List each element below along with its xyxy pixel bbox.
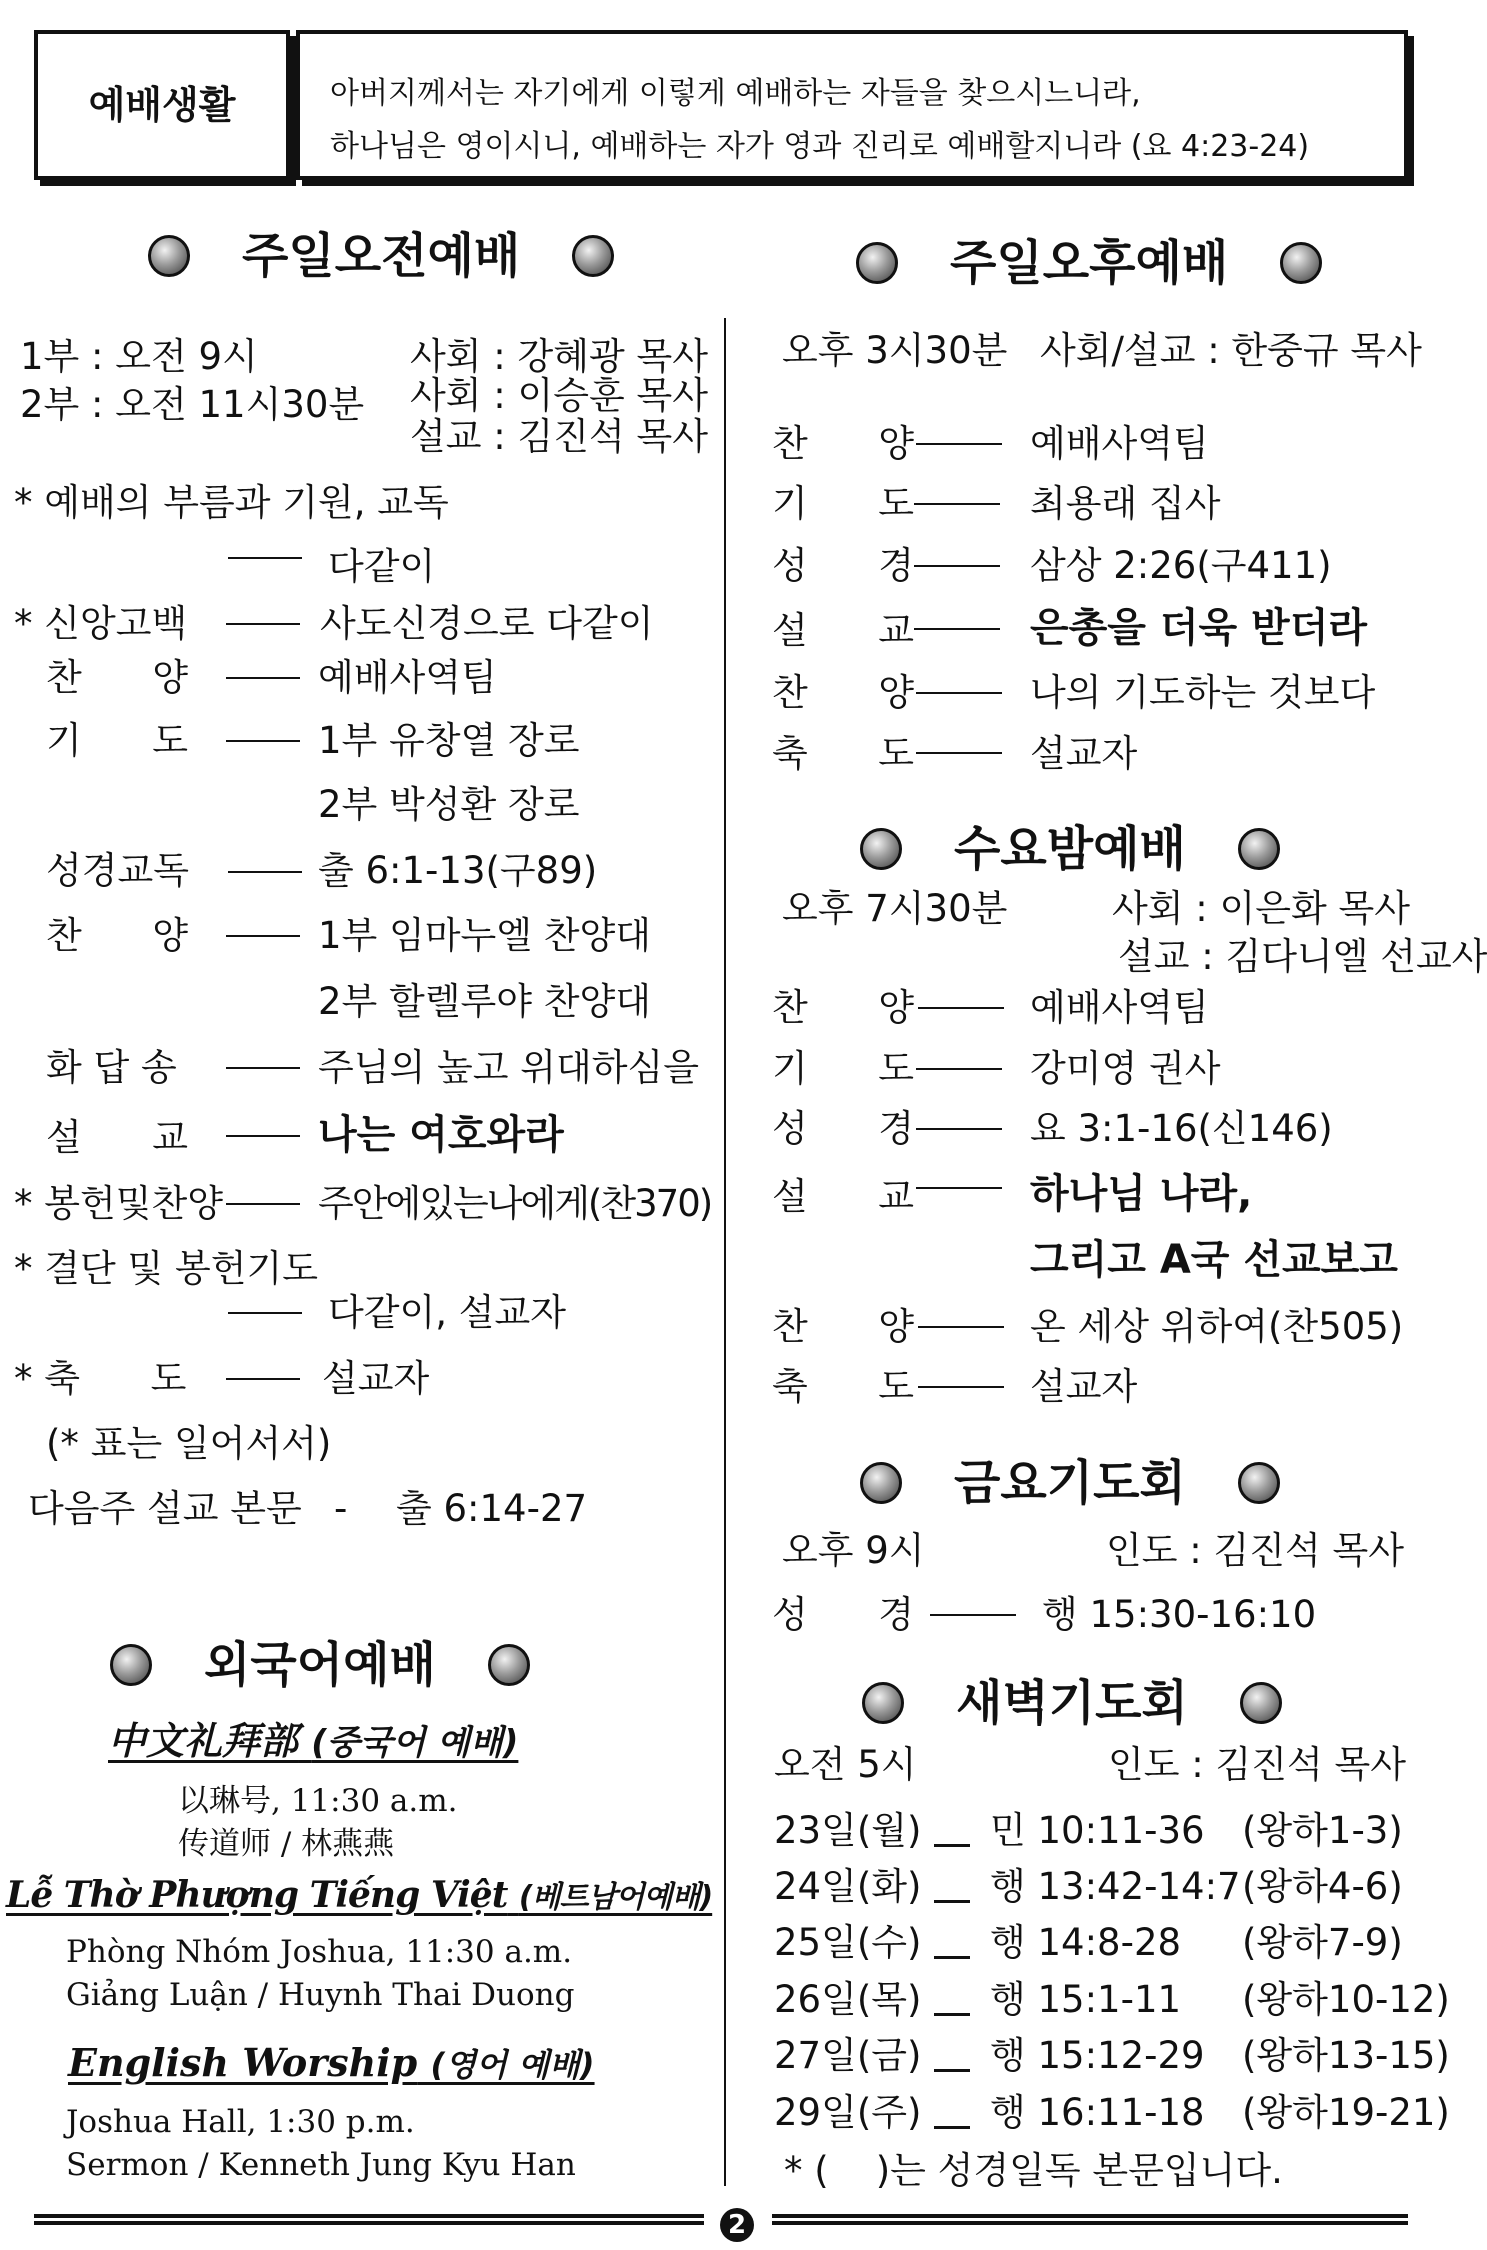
wednesday-row-value: 온 세상 위하여(찬505) <box>1030 1305 1404 1348</box>
dash <box>226 677 300 679</box>
wednesday-row-value: 요 3:1-16(신146) <box>1030 1107 1333 1150</box>
afternoon-row-value: 최용래 집사 <box>1030 482 1221 525</box>
morning-row-value: 1부 임마누엘 찬양대 <box>318 914 651 957</box>
bullet-icon <box>1240 1682 1282 1724</box>
wednesday-row-value: 예배사역팀 <box>1030 986 1209 1029</box>
dash <box>934 2013 970 2016</box>
dawn-text: 행 13:42-14:7 <box>990 1865 1241 1908</box>
wednesday-preacher: 설교 : 김다니엘 선교사 <box>1118 935 1487 978</box>
dash <box>228 871 302 873</box>
wednesday-title <box>860 821 1280 877</box>
dash <box>916 1068 1002 1070</box>
verse-line-2: 하나님은 영이시니, 예배하는 자가 영과 진리로 예배할지니라 (요 4:23-24) <box>330 129 1310 164</box>
afternoon-row-value: 삼상 2:26(구411) <box>1030 544 1332 587</box>
dawn-day: 26일(목) <box>774 1978 922 2021</box>
morning-row-label: 찬 양 <box>46 914 189 957</box>
dash <box>918 1007 1004 1009</box>
morning-row-label: * 신앙고백 <box>14 602 188 645</box>
morning-row-label: 성경교독 <box>46 849 189 892</box>
dash <box>916 1128 1002 1130</box>
next-sermon-label: 다음주 설교 본문 <box>28 1487 302 1530</box>
vietnamese-line-2: Giảng Luận / Huynh Thai Duong <box>66 1977 575 2013</box>
dawn-time: 오전 5시 <box>774 1743 917 1786</box>
morning-benediction-value: 설교자 <box>322 1357 430 1400</box>
morning-row-label: 설 교 <box>46 1116 189 1159</box>
english-subtitle: (영어 예배) <box>430 2046 595 2084</box>
afternoon-title <box>856 235 1322 291</box>
dawn-text: 행 14:8-28 <box>990 1921 1182 1964</box>
dash <box>934 1900 970 1903</box>
wednesday-row-label: 설 교 <box>772 1175 915 1218</box>
dawn-day: 25일(수) <box>774 1921 922 1964</box>
foreign-title <box>110 1637 530 1693</box>
dash <box>934 1844 970 1847</box>
friday-title <box>860 1455 1280 1511</box>
afternoon-row-value: 설교자 <box>1030 732 1138 775</box>
morning-row-value: 주안에있는나에게(찬370) <box>318 1182 712 1225</box>
vietnamese-title: Lễ Thờ Phượng Tiếng Việt <box>6 1874 508 1916</box>
morning-time-2: 2부 : 오전 11시30분 <box>20 383 365 426</box>
dash <box>226 1135 300 1137</box>
bullet-icon <box>148 235 190 277</box>
dawn-day: 27일(금) <box>774 2034 922 2077</box>
chinese-title: 中文礼拜部 <box>108 1718 299 1763</box>
vietnamese-line-1: Phòng Nhóm Joshua, 11:30 a.m. <box>66 1934 573 1970</box>
vietnamese-subtitle: (베트남어예배) <box>518 1880 713 1915</box>
morning-row-value: 1부 유창열 장로 <box>318 719 580 762</box>
morning-row-value: 2부 할렐루야 찬양대 <box>318 980 651 1023</box>
dash <box>228 1312 302 1314</box>
dash <box>934 2126 970 2129</box>
dawn-reading: (왕하13-15) <box>1242 2034 1450 2077</box>
friday-leader: 인도 : 김진석 목사 <box>1106 1529 1404 1572</box>
dawn-text: 행 16:11-18 <box>990 2091 1205 2134</box>
wednesday-row-value: 설교자 <box>1030 1365 1138 1408</box>
chinese-line-2: 传道师 / 林燕燕 <box>178 1826 395 1862</box>
wednesday-row-label: 성 경 <box>772 1107 915 1150</box>
dawn-text: 행 15:1-11 <box>990 1978 1182 2021</box>
morning-row-value: 주님의 높고 위대하심을 <box>318 1046 699 1089</box>
verse-box <box>296 30 1408 180</box>
morning-decision-value: 다같이, 설교자 <box>328 1291 566 1334</box>
afternoon-row-label: 찬 양 <box>772 671 915 714</box>
column-divider <box>724 318 726 2186</box>
dash <box>930 1614 1016 1616</box>
chinese-worship-title <box>108 1718 519 1763</box>
dawn-reading: (왕하7-9) <box>1242 1921 1403 1964</box>
bullet-icon <box>1238 828 1280 870</box>
afternoon-row-label: 축 도 <box>772 732 915 775</box>
dash <box>914 503 1000 505</box>
dawn-reading: (왕하1-3) <box>1242 1809 1403 1852</box>
dash <box>226 1067 300 1069</box>
afternoon-row-value: 나의 기도하는 것보다 <box>1030 671 1376 714</box>
wednesday-row-label: 축 도 <box>772 1365 915 1408</box>
afternoon-row-label: 성 경 <box>772 544 915 587</box>
wednesday-host: 사회 : 이은화 목사 <box>1112 887 1410 930</box>
dash <box>934 2069 970 2072</box>
chinese-subtitle: (중국어 예배) <box>311 1723 519 1763</box>
wednesday-title-text: 수요밤예배 <box>954 821 1186 877</box>
afternoon-row-value: 예배사역팀 <box>1030 422 1209 465</box>
dawn-title <box>862 1675 1282 1731</box>
morning-row-value: 2부 박성환 장로 <box>318 783 580 826</box>
dash <box>918 1326 1004 1328</box>
friday-title-text: 금요기도회 <box>954 1455 1186 1511</box>
dawn-text: 민 10:11-36 <box>990 1809 1205 1852</box>
bullet-icon <box>860 1462 902 1504</box>
morning-title-text: 주일오전예배 <box>242 228 521 284</box>
morning-sermon-title: 나는 여호와라 <box>318 1112 564 1158</box>
morning-row-value: 출 6:1-13(구89) <box>318 849 598 892</box>
friday-time: 오후 9시 <box>782 1529 925 1572</box>
bullet-icon <box>1238 1462 1280 1504</box>
morning-call-value: 다같이 <box>328 545 436 588</box>
dawn-day: 23일(월) <box>774 1809 922 1852</box>
bullet-icon <box>572 235 614 277</box>
morning-row-label: 찬 양 <box>46 656 189 699</box>
dawn-note: * ( )는 성경일독 본문입니다. <box>784 2149 1283 2192</box>
page-number: 2 <box>720 2208 754 2242</box>
dash <box>914 565 1000 567</box>
english-title: English Worship <box>68 2040 418 2085</box>
english-line-2: Sermon / Kenneth Jung Kyu Han <box>66 2147 576 2183</box>
next-sermon-value: 출 6:14-27 <box>396 1487 588 1530</box>
dash <box>916 692 1002 694</box>
afternoon-row-label: 기 도 <box>772 482 915 525</box>
wednesday-sermon-title-1: 하나님 나라, <box>1030 1171 1253 1217</box>
english-worship-title <box>68 2040 595 2085</box>
footer-rule-right <box>772 2214 1408 2225</box>
dash <box>226 740 300 742</box>
morning-benediction-label: * 축 도 <box>14 1357 187 1400</box>
dash <box>226 1203 300 1205</box>
wednesday-sermon-title-2: 그리고 A국 선교보고 <box>1030 1237 1398 1283</box>
bullet-icon <box>110 1644 152 1686</box>
morning-time-1: 1부 : 오전 9시 <box>20 335 258 378</box>
dawn-reading: (왕하10-12) <box>1242 1978 1450 2021</box>
afternoon-time: 오후 3시30분 <box>782 329 1008 372</box>
section-label-box <box>34 30 290 180</box>
morning-title <box>148 228 614 284</box>
friday-scripture-value: 행 15:30-16:10 <box>1042 1593 1317 1636</box>
afternoon-sermon-title: 은총을 더욱 받더라 <box>1030 605 1367 651</box>
next-sermon-sep: - <box>334 1487 348 1530</box>
dash <box>228 557 302 559</box>
dash <box>918 1386 1004 1388</box>
dawn-text: 행 15:12-29 <box>990 2034 1205 2077</box>
dash <box>914 628 1000 630</box>
dawn-title-text: 새벽기도회 <box>956 1675 1188 1731</box>
dash <box>916 443 1002 445</box>
morning-row-label: 기 도 <box>46 719 189 762</box>
english-line-1: Joshua Hall, 1:30 p.m. <box>66 2104 415 2140</box>
morning-host-2: 사회 : 이승훈 목사 <box>410 374 708 417</box>
morning-host-1: 사회 : 강혜광 목사 <box>410 335 708 378</box>
morning-row-value: 사도신경으로 다같이 <box>320 602 654 645</box>
vietnamese-worship-title <box>6 1874 713 1916</box>
morning-row-label: 화 답 송 <box>46 1046 177 1089</box>
wednesday-row-label: 찬 양 <box>772 986 915 1029</box>
wednesday-row-label: 기 도 <box>772 1047 915 1090</box>
section-label: 예배생활 <box>88 83 236 127</box>
dash <box>226 935 300 937</box>
morning-decision: * 결단 및 봉헌기도 <box>14 1247 318 1290</box>
afternoon-host: 사회/설교 : 한중규 목사 <box>1040 329 1422 372</box>
morning-preacher: 설교 : 김진석 목사 <box>410 415 708 458</box>
bullet-icon <box>1280 242 1322 284</box>
afternoon-row-label: 설 교 <box>772 609 915 652</box>
bullet-icon <box>862 1682 904 1724</box>
dash <box>916 1187 1002 1189</box>
chinese-line-1: 以琳号, 11:30 a.m. <box>178 1783 458 1819</box>
bullet-icon <box>860 828 902 870</box>
dash <box>934 1956 970 1959</box>
morning-row-label: * 봉헌및찬양 <box>14 1182 223 1225</box>
dawn-leader: 인도 : 김진석 목사 <box>1108 1743 1406 1786</box>
dawn-reading: (왕하19-21) <box>1242 2091 1450 2134</box>
dash <box>916 752 1002 754</box>
verse-line-1: 아버지께서는 자기에게 이렇게 예배하는 자들을 찾으시느니라, <box>330 76 1141 111</box>
dawn-day: 24일(화) <box>774 1865 922 1908</box>
dawn-day: 29일(주) <box>774 2091 922 2134</box>
wednesday-time: 오후 7시30분 <box>782 887 1008 930</box>
friday-scripture-label: 성 경 <box>772 1593 915 1636</box>
stand-note: (* 표는 일어서서) <box>46 1422 332 1465</box>
dash <box>226 623 300 625</box>
footer-rule-left <box>34 2214 704 2225</box>
bullet-icon <box>856 242 898 284</box>
bullet-icon <box>488 1644 530 1686</box>
afternoon-title-text: 주일오후예배 <box>950 235 1229 291</box>
foreign-title-text: 외국어예배 <box>204 1637 436 1693</box>
wednesday-row-value: 강미영 권사 <box>1030 1047 1221 1090</box>
morning-row-value: 예배사역팀 <box>318 656 497 699</box>
afternoon-row-label: 찬 양 <box>772 422 915 465</box>
dawn-reading: (왕하4-6) <box>1242 1865 1403 1908</box>
wednesday-row-label: 찬 양 <box>772 1305 915 1348</box>
morning-call: * 예배의 부름과 기원, 교독 <box>14 481 449 524</box>
dash <box>226 1378 300 1380</box>
